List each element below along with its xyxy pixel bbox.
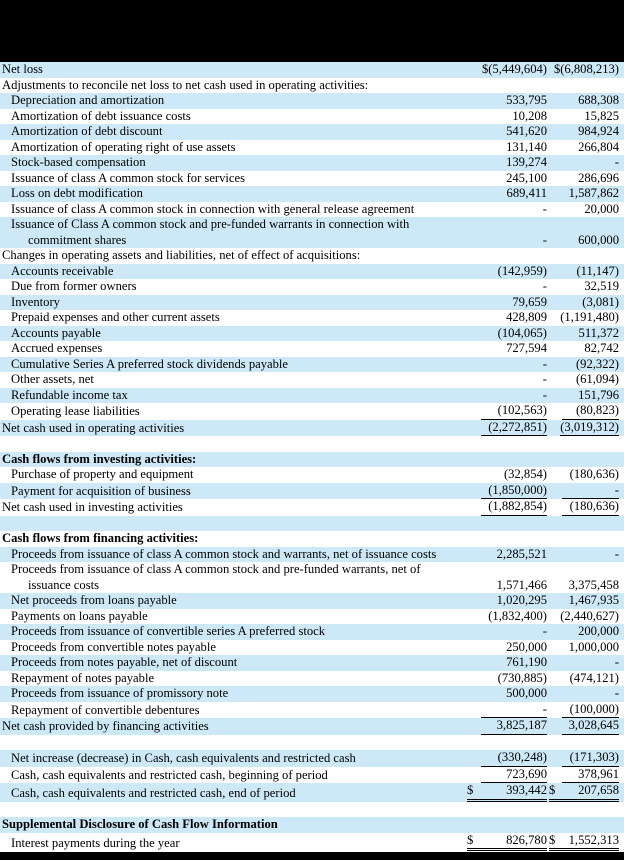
row-label: Net cash used in investing activities xyxy=(2,500,183,514)
value-col1 xyxy=(457,655,547,671)
table-row xyxy=(0,499,624,516)
amount-value: (104,065) xyxy=(497,325,547,340)
amount-value: 207,658 xyxy=(578,783,619,797)
value-col1 xyxy=(457,295,547,311)
value-col2 xyxy=(547,124,619,140)
value-col2 xyxy=(547,420,619,437)
amount-value: $(5,449,604) xyxy=(481,62,547,76)
row-label: Proceeds from issuance of convertible series A preferred stock xyxy=(11,624,326,638)
row-label: Amortization of debt discount xyxy=(11,124,163,138)
amount-value: 286,696 xyxy=(578,170,619,185)
amount-value: 428,809 xyxy=(506,310,547,324)
row-label: Accounts payable xyxy=(11,325,101,340)
amount-value: 511,372 xyxy=(578,325,619,340)
row-label: Net proceeds from loans payable xyxy=(11,593,177,607)
amount-value: 2,285,521 xyxy=(496,546,547,561)
value-col1 xyxy=(457,609,547,625)
amount-value: - xyxy=(614,482,619,497)
amount-value: 245,100 xyxy=(506,170,547,185)
table-row xyxy=(0,547,624,563)
amount-value: 727,594 xyxy=(506,341,547,355)
amount-value: (142,959) xyxy=(497,263,547,278)
table-row xyxy=(0,326,624,342)
table-row xyxy=(0,217,624,248)
amount-value: - xyxy=(614,655,619,669)
amount-value: (32,854) xyxy=(503,467,547,481)
value-col1 xyxy=(457,403,547,420)
spacer-row xyxy=(0,735,624,751)
table-row xyxy=(0,403,624,420)
value-col2 xyxy=(547,93,619,109)
value-col1 xyxy=(457,62,547,78)
value-col1 xyxy=(457,718,547,735)
table-row xyxy=(0,767,624,784)
amount-value: (100,000) xyxy=(569,701,619,716)
value-col1 xyxy=(457,420,547,437)
row-label: Proceeds from issuance of promissory note xyxy=(11,686,229,700)
value-col1 xyxy=(457,702,547,719)
amount-value: - xyxy=(542,356,547,371)
table-row xyxy=(0,372,624,388)
row-label: Payments on loans payable xyxy=(11,608,148,623)
row-label: Proceeds from issuance of class A common stock and pre-funded warrants, net of issuance costs xyxy=(11,562,421,592)
table-row xyxy=(0,640,624,656)
amount-value: 378,961 xyxy=(578,766,619,781)
amount-value: (474,121) xyxy=(569,670,619,685)
section-header-row xyxy=(0,452,624,468)
value-col1 xyxy=(457,233,547,249)
row-label: Proceeds from notes payable, net of discount xyxy=(11,655,238,669)
value-col2 xyxy=(547,202,619,218)
amount-value: 1,467,935 xyxy=(568,593,619,607)
value-col1 xyxy=(457,140,547,156)
amount-value: 266,804 xyxy=(578,139,619,154)
table-row xyxy=(0,78,624,94)
row-label: Other assets, net xyxy=(11,372,94,386)
value-col1 xyxy=(457,624,547,640)
table-row xyxy=(0,109,624,125)
value-col2 xyxy=(547,702,619,719)
value-col2 xyxy=(547,609,619,625)
amount-value: (180,636) xyxy=(569,467,619,481)
row-label: Depreciation and amortization xyxy=(11,93,165,107)
row-label: Net cash provided by financing activities xyxy=(2,719,209,733)
table-row xyxy=(0,833,624,852)
table-row xyxy=(0,420,624,437)
value-col1 xyxy=(457,767,547,784)
table-row xyxy=(0,609,624,625)
amount-value: - xyxy=(542,201,547,216)
value-col2 xyxy=(547,750,619,767)
value-col1 xyxy=(457,686,547,702)
value-col1 xyxy=(457,578,547,594)
amount-value: - xyxy=(542,372,547,386)
table-row xyxy=(0,750,624,767)
amount-value: - xyxy=(614,546,619,561)
row-label: Operating lease liabilities xyxy=(11,404,140,418)
table-row xyxy=(0,655,624,671)
amount-value: (92,322) xyxy=(575,356,619,371)
amount-value: - xyxy=(542,387,547,402)
amount-value: 20,000 xyxy=(584,201,619,216)
value-col1 xyxy=(457,483,547,500)
table-row xyxy=(0,248,624,264)
amount-value: (1,882,854) xyxy=(488,499,547,513)
value-col2 xyxy=(547,640,619,656)
value-col2 xyxy=(547,388,619,404)
value-col2 xyxy=(547,155,619,171)
amount-value: - xyxy=(614,155,619,169)
amount-value: 3,825,187 xyxy=(496,718,547,732)
row-label: Cash, cash equivalents and restricted cash, end of period xyxy=(11,786,296,800)
bottom-border-band xyxy=(0,852,624,860)
table-row xyxy=(0,624,624,640)
row-label: Amortization of debt issuance costs xyxy=(11,108,191,123)
value-col2 xyxy=(547,295,619,311)
value-col1 xyxy=(457,124,547,140)
value-col1 xyxy=(457,833,547,852)
amount-value: 79,659 xyxy=(512,294,547,309)
value-col1 xyxy=(457,499,547,516)
row-label: Issuance of Class A common stock and pre-funded warrants in connection with commitment shares xyxy=(11,217,410,247)
value-col2 xyxy=(547,624,619,640)
row-label: Issuance of class A common stock for services xyxy=(11,170,245,185)
row-label: Refundable income tax xyxy=(11,387,128,402)
table-row xyxy=(0,140,624,156)
amount-value: 1,020,295 xyxy=(496,593,547,607)
amount-value: 761,190 xyxy=(506,655,547,669)
amount-value: (2,440,627) xyxy=(560,608,619,623)
value-col2 xyxy=(547,264,619,280)
row-label: Inventory xyxy=(11,294,60,309)
cash-flow-statement-table xyxy=(0,62,624,851)
value-col1 xyxy=(457,341,547,357)
value-col2 xyxy=(547,783,619,802)
value-col2 xyxy=(547,279,619,295)
row-label: Cash, cash equivalents and restricted cash, beginning of period xyxy=(11,767,328,782)
table-row xyxy=(0,702,624,719)
value-col1 xyxy=(457,310,547,326)
table-row xyxy=(0,357,624,373)
amount-value: 3,028,645 xyxy=(568,718,619,732)
amount-value: 1,000,000 xyxy=(568,639,619,654)
currency-symbol: $ xyxy=(467,783,474,797)
amount-value: (11,147) xyxy=(576,263,619,278)
amount-value: 600,000 xyxy=(578,232,619,247)
value-col2 xyxy=(547,578,619,594)
currency-symbol: $ xyxy=(549,832,556,847)
value-col1 xyxy=(457,640,547,656)
amount-value: 826,780 xyxy=(506,832,547,847)
row-label: Repayment of notes payable xyxy=(11,670,155,685)
amount-value: (3,081) xyxy=(582,294,619,309)
row-label: Amortization of operating right of use assets xyxy=(11,139,236,154)
row-label: Net cash used in operating activities xyxy=(2,420,185,435)
amount-value: - xyxy=(542,624,547,638)
section-header-row xyxy=(0,817,624,833)
value-col2 xyxy=(547,310,619,326)
amount-value: (330,248) xyxy=(497,750,547,764)
row-label: Net loss xyxy=(2,62,43,76)
table-row xyxy=(0,467,624,483)
table-row xyxy=(0,310,624,326)
amount-value: 10,208 xyxy=(512,108,547,123)
table-row xyxy=(0,671,624,687)
value-col1 xyxy=(457,109,547,125)
value-col2 xyxy=(547,655,619,671)
value-col2 xyxy=(547,341,619,357)
spacer-row xyxy=(0,436,624,452)
table-row xyxy=(0,783,624,802)
value-col2 xyxy=(547,718,619,735)
amount-value: (1,832,400) xyxy=(488,608,547,623)
table-row xyxy=(0,388,624,404)
amount-value: (61,094) xyxy=(575,372,619,386)
amount-value: $(6,808,213) xyxy=(553,62,619,76)
value-col1 xyxy=(457,155,547,171)
value-col1 xyxy=(457,783,547,802)
spacer-row xyxy=(0,516,624,532)
row-label: Supplemental Disclosure of Cash Flow Information xyxy=(2,817,278,831)
amount-value: 688,308 xyxy=(578,93,619,107)
row-label: Prepaid expenses and other current assets xyxy=(11,310,220,324)
value-col2 xyxy=(547,833,619,852)
amount-value: 984,924 xyxy=(578,124,619,138)
value-col2 xyxy=(547,171,619,187)
value-col1 xyxy=(457,593,547,609)
amount-value: 151,796 xyxy=(578,387,619,402)
table-row xyxy=(0,562,624,593)
amount-value: (3,019,312) xyxy=(560,419,619,434)
amount-value: 541,620 xyxy=(506,124,547,138)
amount-value: 32,519 xyxy=(584,279,619,293)
currency-symbol: $ xyxy=(549,783,556,797)
row-label: Cash flows from investing activities: xyxy=(2,451,197,466)
amount-value: (1,191,480) xyxy=(560,310,619,324)
table-row xyxy=(0,62,624,78)
value-col1 xyxy=(457,186,547,202)
value-col2 xyxy=(547,372,619,388)
amount-value: 131,140 xyxy=(506,139,547,154)
amount-value: (171,303) xyxy=(569,750,619,764)
amount-value: (180,636) xyxy=(569,499,619,513)
table-row xyxy=(0,483,624,500)
amount-value: - xyxy=(542,701,547,716)
value-col1 xyxy=(457,547,547,563)
currency-symbol: $ xyxy=(467,832,474,847)
amount-value: (2,272,851) xyxy=(488,419,547,434)
amount-value: 139,274 xyxy=(506,155,547,169)
amount-value: 723,690 xyxy=(506,766,547,781)
value-col1 xyxy=(457,467,547,483)
amount-value: 1,571,466 xyxy=(496,577,547,592)
amount-value: 200,000 xyxy=(578,624,619,638)
amount-value: 82,742 xyxy=(584,341,619,355)
value-col2 xyxy=(547,499,619,516)
value-col1 xyxy=(457,388,547,404)
table-row xyxy=(0,686,624,702)
row-label: Accrued expenses xyxy=(11,341,103,355)
section-header-row xyxy=(0,531,624,547)
row-label: Cash flows from financing activities: xyxy=(2,531,199,545)
table-row xyxy=(0,93,624,109)
value-col2 xyxy=(547,140,619,156)
amount-value: 3,375,458 xyxy=(568,577,619,592)
row-label: Changes in operating assets and liabilities, net of effect of acquisitions: xyxy=(2,248,361,262)
amount-value: (102,563) xyxy=(497,403,547,417)
row-label: Interest payments during the year xyxy=(11,835,180,850)
table-row xyxy=(0,202,624,218)
table-row xyxy=(0,171,624,187)
amount-value: 1,587,862 xyxy=(568,186,619,200)
value-col1 xyxy=(457,750,547,767)
amount-value: - xyxy=(614,686,619,700)
value-col1 xyxy=(457,171,547,187)
table-row xyxy=(0,264,624,280)
amount-value: - xyxy=(542,232,547,247)
row-label: Adjustments to reconcile net loss to net cash used in operating activities: xyxy=(2,77,369,92)
value-col1 xyxy=(457,671,547,687)
amount-value: - xyxy=(542,279,547,293)
row-label: Net increase (decrease) in Cash, cash equivalents and restricted cash xyxy=(11,751,356,765)
spacer-row xyxy=(0,802,624,818)
table-row xyxy=(0,341,624,357)
row-label: Issuance of class A common stock in connection with general release agreement xyxy=(11,201,415,216)
table-row xyxy=(0,718,624,735)
table-row xyxy=(0,155,624,171)
table-row xyxy=(0,186,624,202)
row-label: Purchase of property and equipment xyxy=(11,467,194,481)
value-col1 xyxy=(457,264,547,280)
value-col2 xyxy=(547,186,619,202)
value-col1 xyxy=(457,93,547,109)
table-row xyxy=(0,279,624,295)
value-col1 xyxy=(457,372,547,388)
row-label: Loss on debt modification xyxy=(11,186,143,200)
table-row xyxy=(0,295,624,311)
amount-value: (1,850,000) xyxy=(488,482,547,497)
value-col2 xyxy=(547,686,619,702)
value-col2 xyxy=(547,767,619,784)
amount-value: 393,442 xyxy=(506,783,547,797)
value-col2 xyxy=(547,62,619,78)
amount-value: 15,825 xyxy=(584,108,619,123)
value-col2 xyxy=(547,547,619,563)
value-col2 xyxy=(547,483,619,500)
value-col2 xyxy=(547,467,619,483)
redacted-header-band xyxy=(0,0,624,62)
row-label: Stock-based compensation xyxy=(11,155,146,169)
amount-value: 533,795 xyxy=(506,93,547,107)
row-label: Proceeds from convertible notes payable xyxy=(11,639,216,654)
value-col1 xyxy=(457,279,547,295)
value-col2 xyxy=(547,109,619,125)
value-col2 xyxy=(547,403,619,420)
value-col2 xyxy=(547,593,619,609)
amount-value: 1,552,313 xyxy=(568,832,619,847)
row-label: Due from former owners xyxy=(11,279,137,293)
row-label: Accounts receivable xyxy=(11,263,114,278)
table-row xyxy=(0,593,624,609)
row-label: Cumulative Series A preferred stock dividends payable xyxy=(11,356,288,371)
value-col2 xyxy=(547,671,619,687)
value-col2 xyxy=(547,233,619,249)
table-row xyxy=(0,124,624,140)
row-label: Payment for acquisition of business xyxy=(11,483,191,498)
value-col2 xyxy=(547,357,619,373)
value-col1 xyxy=(457,357,547,373)
amount-value: 250,000 xyxy=(506,639,547,654)
amount-value: (730,885) xyxy=(497,670,547,685)
amount-value: 500,000 xyxy=(506,686,547,700)
amount-value: 689,411 xyxy=(506,186,547,200)
row-label: Repayment of convertible debentures xyxy=(11,702,200,717)
amount-value: (80,823) xyxy=(575,403,619,417)
value-col1 xyxy=(457,326,547,342)
row-label: Proceeds from issuance of class A common stock and warrants, net of issuance costs xyxy=(11,546,437,561)
value-col1 xyxy=(457,202,547,218)
value-col2 xyxy=(547,326,619,342)
